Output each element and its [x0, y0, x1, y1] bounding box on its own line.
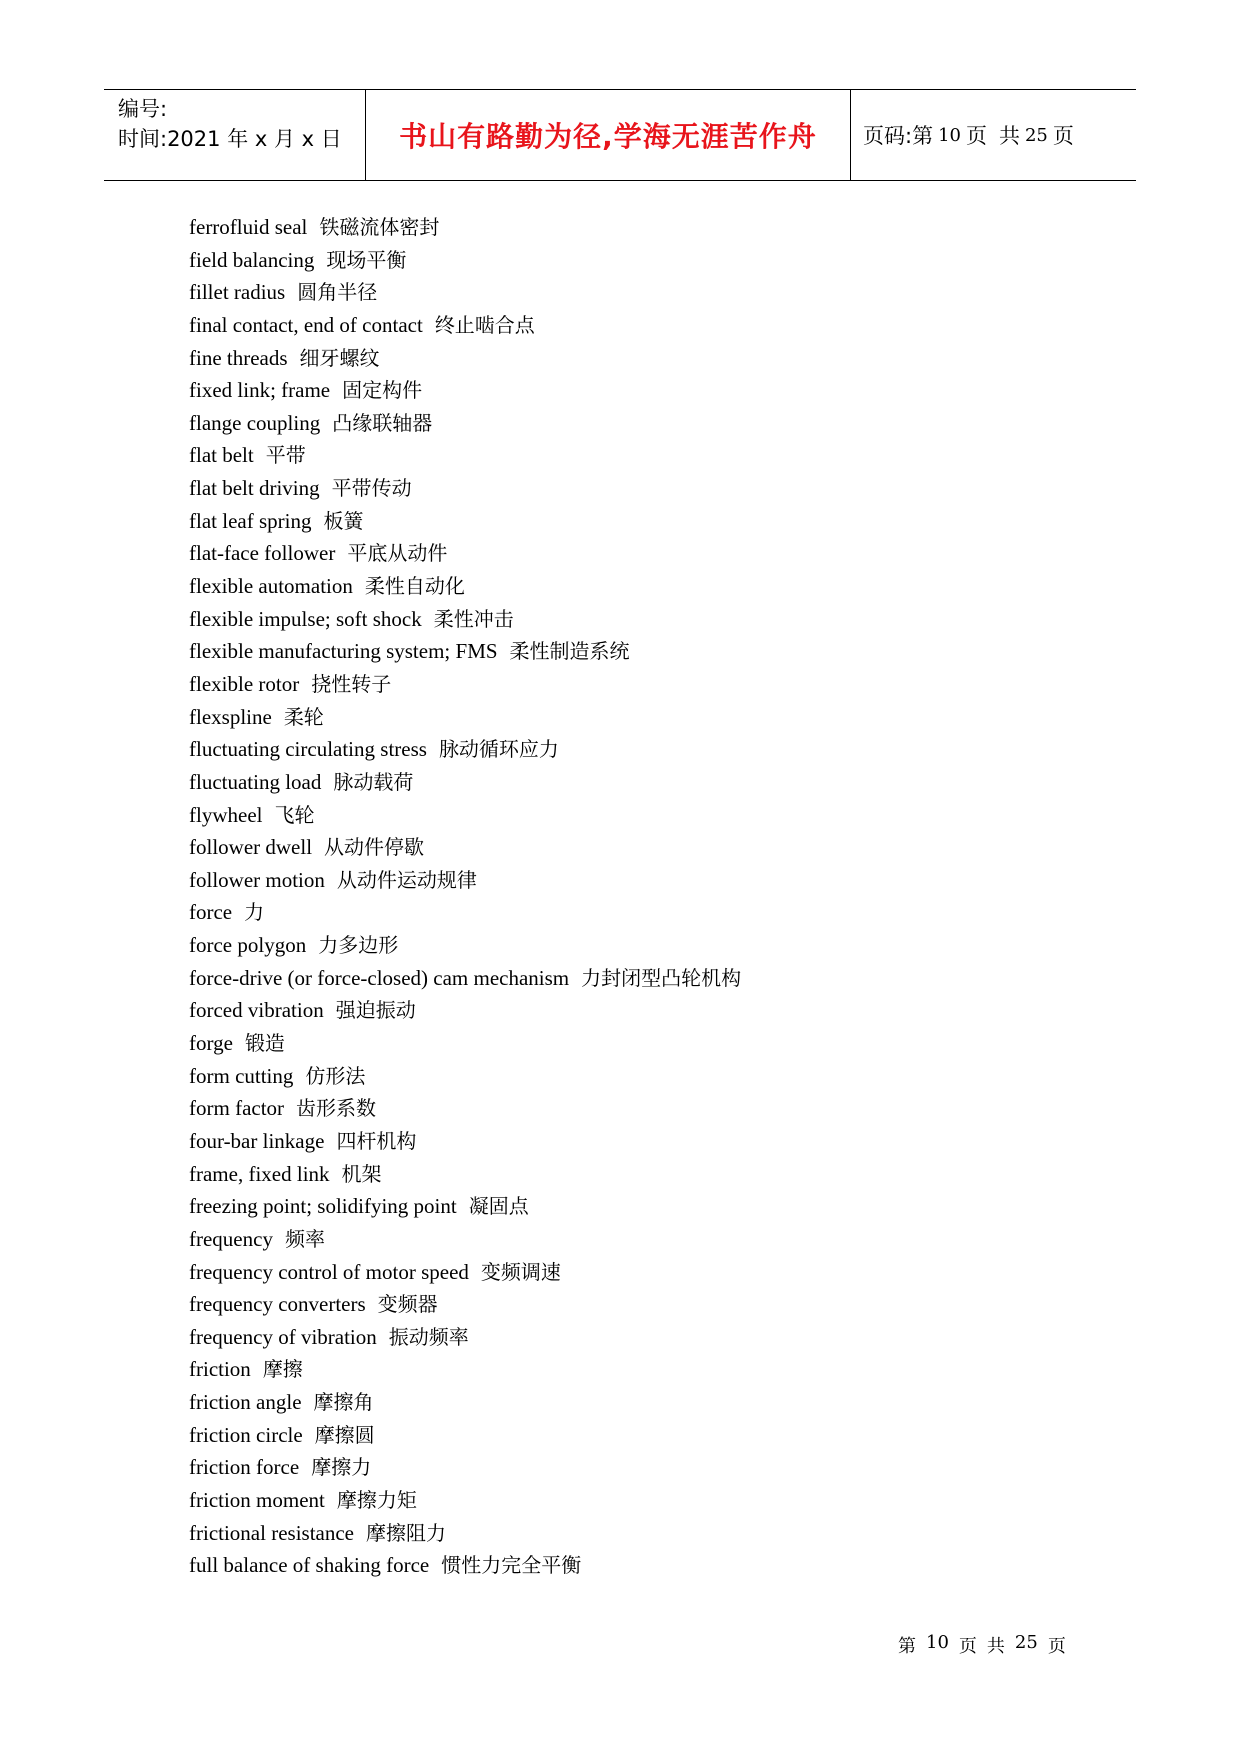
term-english: force polygon	[189, 933, 307, 958]
motto-text: 书山有路勤为径,学海无涯苦作舟	[399, 120, 817, 153]
term-chinese: 力	[244, 900, 265, 925]
term-english: full balance of shaking force	[189, 1553, 430, 1578]
term-chinese: 摩擦角	[313, 1390, 374, 1415]
term-chinese: 仿形法	[305, 1063, 366, 1088]
term-english: friction	[189, 1357, 251, 1382]
term-english: flexible automation	[189, 574, 353, 599]
term-chinese: 飞轮	[274, 802, 315, 827]
term-english: ferrofluid seal	[189, 215, 308, 239]
glossary-entry	[189, 505, 741, 538]
footer-page-unit: 页	[958, 1636, 977, 1657]
glossary-entry	[189, 1125, 741, 1158]
header-info-cell	[104, 90, 366, 180]
glossary-entry	[189, 1386, 741, 1419]
footer-total-unit: 页	[1047, 1636, 1066, 1657]
term-chinese: 固定构件	[342, 378, 423, 403]
term-english: flat belt driving	[189, 476, 320, 501]
term-chinese: 现场平衡	[326, 247, 407, 272]
term-chinese: 柔性冲击	[433, 606, 514, 631]
term-english: friction circle	[189, 1422, 303, 1447]
term-chinese: 柔性制造系统	[509, 639, 630, 664]
glossary-entry	[189, 374, 741, 407]
glossary-entry	[189, 1419, 741, 1452]
term-english: force	[189, 900, 233, 925]
term-english: flat-face follower	[189, 541, 336, 566]
glossary-entry	[189, 603, 741, 636]
page-footer	[898, 1632, 1066, 1658]
term-english: fluctuating load	[189, 769, 322, 794]
glossary-entry	[189, 994, 741, 1027]
footer-total-prefix: 共	[986, 1636, 1005, 1657]
glossary-entry	[189, 1158, 741, 1191]
glossary-entry	[189, 472, 741, 505]
term-english: frame, fixed link	[189, 1161, 330, 1186]
term-chinese: 铁磁流体密封	[319, 215, 440, 239]
term-english: force-drive (or force-closed) cam mechanism	[189, 965, 570, 990]
glossary-entry	[189, 1223, 741, 1256]
term-chinese: 机架	[341, 1161, 382, 1186]
term-chinese: 圆角半径	[297, 280, 378, 305]
glossary-entry	[189, 407, 741, 440]
term-chinese: 凝固点	[468, 1194, 529, 1219]
footer-page-total: 25	[1014, 1632, 1038, 1653]
term-english: flexible manufacturing system; FMS	[189, 639, 498, 664]
glossary-entry	[189, 1256, 741, 1289]
term-chinese: 锻造	[244, 1031, 285, 1056]
term-english: freezing point; solidifying point	[189, 1194, 457, 1219]
term-english: final contact, end of contact	[189, 312, 423, 337]
glossary-entry	[189, 1517, 741, 1550]
term-chinese: 平带传动	[331, 476, 412, 501]
page-label: 页码:第	[863, 124, 934, 148]
term-chinese: 柔轮	[283, 704, 324, 729]
term-english: friction moment	[189, 1487, 325, 1512]
term-english: fillet radius	[189, 280, 286, 305]
term-chinese: 振动频率	[388, 1324, 469, 1349]
term-chinese: 力多边形	[318, 933, 399, 958]
term-english: fluctuating circulating stress	[189, 737, 427, 762]
term-chinese: 脉动循环应力	[438, 737, 559, 762]
term-chinese: 平带	[265, 443, 306, 468]
term-chinese: 凸缘联轴器	[332, 410, 433, 435]
term-chinese: 摩擦阻力	[366, 1520, 447, 1545]
glossary-entry	[189, 1092, 741, 1125]
page-unit: 页	[965, 124, 987, 148]
total-unit: 页	[1052, 124, 1074, 148]
term-chinese: 摩擦圆	[314, 1422, 375, 1447]
term-english: flexible rotor	[189, 671, 300, 696]
glossary-entry	[189, 309, 741, 342]
header-page-cell	[851, 90, 1136, 180]
glossary-entry	[189, 929, 741, 962]
term-english: frequency control of motor speed	[189, 1259, 469, 1284]
term-chinese: 变频器	[377, 1292, 438, 1317]
term-chinese: 从动件停歇	[324, 835, 425, 860]
glossary-list	[189, 211, 741, 1582]
term-english: field balancing	[189, 247, 315, 272]
glossary-entry	[189, 1190, 741, 1223]
term-chinese: 终止啮合点	[434, 312, 535, 337]
term-english: follower dwell	[189, 835, 313, 860]
glossary-entry	[189, 211, 741, 244]
document-number-label: 编号:	[118, 97, 168, 121]
term-english: frequency of vibration	[189, 1324, 377, 1349]
glossary-entry	[189, 276, 741, 309]
page-total: 25	[1024, 124, 1048, 146]
term-chinese: 从动件运动规律	[336, 867, 477, 892]
term-english: fixed link; frame	[189, 378, 331, 403]
term-chinese: 平底从动件	[347, 541, 448, 566]
footer-page-prefix: 第	[898, 1636, 916, 1657]
glossary-entry	[189, 766, 741, 799]
term-english: flywheel	[189, 802, 263, 827]
term-chinese: 齿形系数	[296, 1096, 377, 1121]
term-english: frictional resistance	[189, 1520, 355, 1545]
term-chinese: 惯性力完全平衡	[441, 1553, 582, 1578]
page-current: 10	[938, 124, 961, 146]
glossary-entry	[189, 896, 741, 929]
glossary-entry	[189, 733, 741, 766]
glossary-entry	[189, 1451, 741, 1484]
term-english: form cutting	[189, 1063, 294, 1088]
term-chinese: 四杆机构	[336, 1128, 417, 1153]
page-header	[104, 89, 1136, 181]
term-english: forced vibration	[189, 998, 324, 1023]
glossary-entry	[189, 635, 741, 668]
glossary-entry	[189, 831, 741, 864]
term-english: fine threads	[189, 345, 288, 370]
glossary-entry	[189, 962, 741, 995]
term-english: flexspline	[189, 704, 272, 729]
glossary-entry	[189, 1353, 741, 1386]
term-english: flat leaf spring	[189, 508, 312, 533]
glossary-entry	[189, 439, 741, 472]
term-english: four-bar linkage	[189, 1128, 325, 1153]
glossary-entry	[189, 1288, 741, 1321]
term-english: flexible impulse; soft shock	[189, 606, 422, 631]
term-english: frequency	[189, 1226, 273, 1251]
term-chinese: 柔性自动化	[364, 574, 465, 599]
term-chinese: 板簧	[323, 508, 364, 533]
glossary-entry	[189, 1060, 741, 1093]
term-english: flange coupling	[189, 410, 321, 435]
term-chinese: 强迫振动	[335, 998, 416, 1023]
document-time-label: 时间:2021 年 x 月 x 日	[118, 127, 342, 151]
header-motto-cell	[366, 90, 851, 180]
term-chinese: 变频调速	[480, 1259, 561, 1284]
glossary-entry	[189, 701, 741, 734]
glossary-entry	[189, 1484, 741, 1517]
term-chinese: 挠性转子	[311, 671, 392, 696]
term-english: friction force	[189, 1455, 300, 1480]
glossary-entry	[189, 537, 741, 570]
glossary-entry	[189, 244, 741, 277]
term-chinese: 力封闭型凸轮机构	[581, 965, 742, 990]
term-english: frequency converters	[189, 1292, 366, 1317]
term-chinese: 脉动载荷	[333, 769, 414, 794]
total-label: 共	[998, 124, 1020, 148]
term-english: forge	[189, 1031, 233, 1056]
glossary-entry	[189, 799, 741, 832]
glossary-entry	[189, 342, 741, 375]
footer-page-current: 10	[926, 1632, 949, 1653]
glossary-entry	[189, 1027, 741, 1060]
term-chinese: 摩擦	[262, 1357, 303, 1382]
term-chinese: 摩擦力矩	[336, 1487, 417, 1512]
term-english: follower motion	[189, 867, 325, 892]
term-chinese: 摩擦力	[311, 1455, 372, 1480]
glossary-entry	[189, 668, 741, 701]
glossary-entry	[189, 1549, 741, 1582]
glossary-entry	[189, 1321, 741, 1354]
term-english: friction angle	[189, 1390, 302, 1415]
glossary-entry	[189, 570, 741, 603]
term-english: flat belt	[189, 443, 254, 468]
term-chinese: 细牙螺纹	[299, 345, 380, 370]
glossary-entry	[189, 864, 741, 897]
term-chinese: 频率	[284, 1226, 325, 1251]
term-english: form factor	[189, 1096, 285, 1121]
